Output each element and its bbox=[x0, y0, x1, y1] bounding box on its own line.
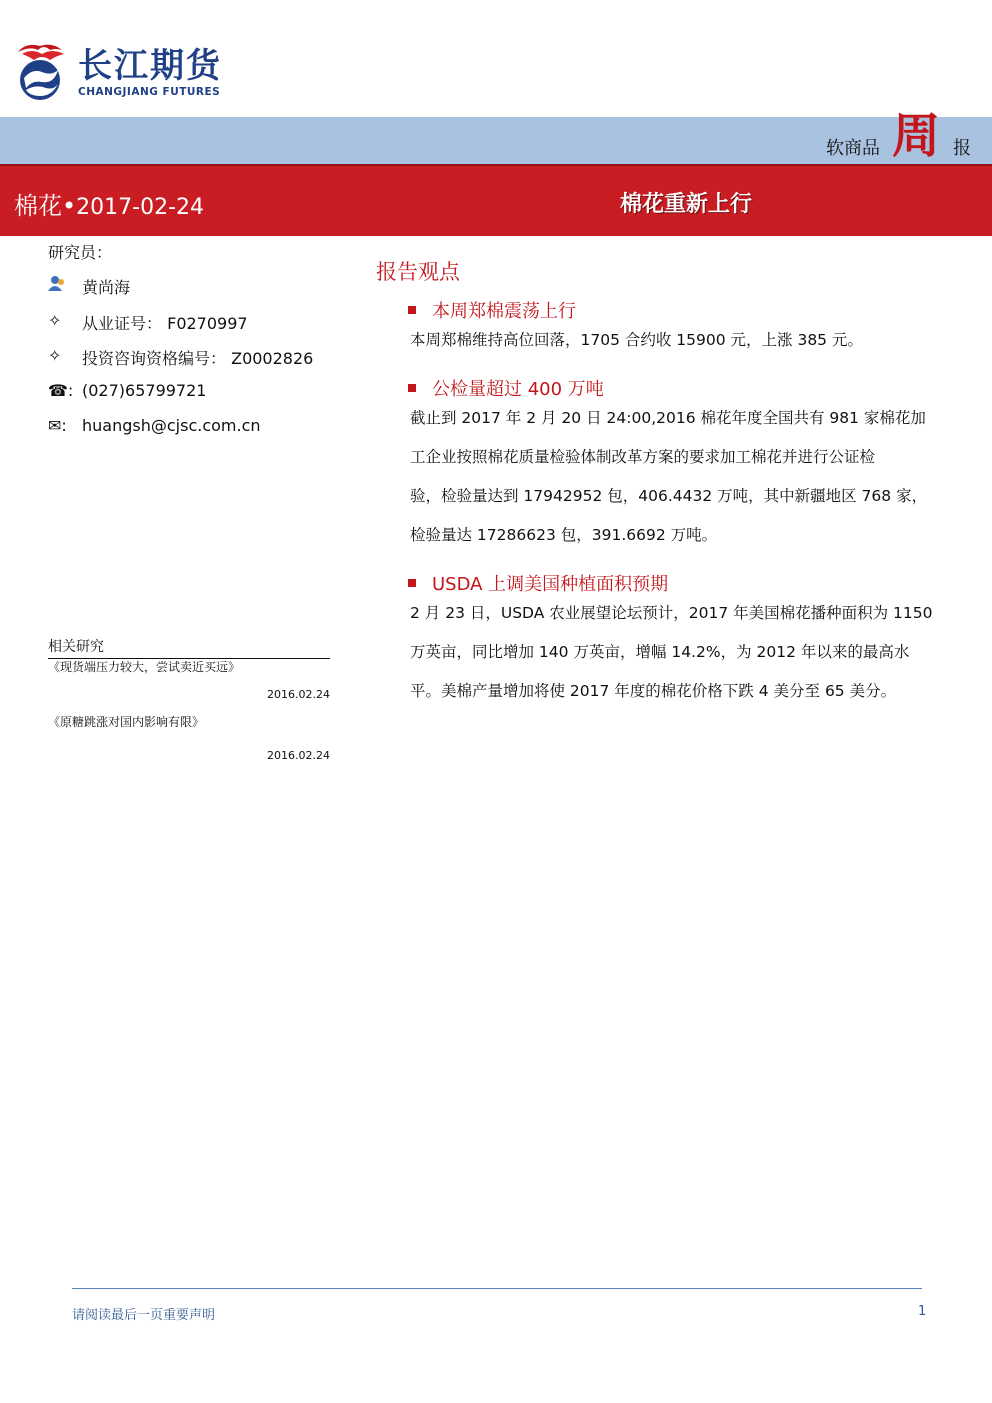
section-title: 本周郑棉震荡上行 bbox=[408, 297, 576, 323]
related-item-title[interactable]: 《原糖跳涨对国内影响有限》 bbox=[48, 715, 205, 729]
square-bullet-icon bbox=[408, 384, 416, 392]
footer-divider bbox=[72, 1288, 922, 1289]
separator: • bbox=[62, 192, 77, 220]
phone-icon: ☎: bbox=[48, 381, 74, 400]
header-divider bbox=[0, 164, 992, 166]
qualification-label: 投资咨询资格编号： bbox=[82, 349, 227, 368]
report-frequency-big: 周 bbox=[892, 108, 941, 164]
section-title: USDA 上调美国种植面积预期 bbox=[408, 570, 668, 596]
section-paragraph: 2 月 23 日，USDA 农业展望论坛预计，2017 年美国棉花播种面积为 1150 万英亩，同比增加 140 万英亩，增幅 14.2%，为 2012 年以来的最高水 平。美棉产量增加将使 2017 年度的棉花价格下跌 4 美分至 65 美分。 bbox=[410, 604, 933, 700]
company-logo-icon bbox=[12, 40, 72, 106]
diamond-icon: ✧ bbox=[48, 311, 62, 330]
related-research-title: 相关研究 bbox=[48, 636, 330, 659]
researcher-name: 黄尚海 bbox=[82, 278, 131, 297]
commodity-date bbox=[14, 186, 204, 221]
report-date: 2017-02-24 bbox=[76, 195, 205, 220]
cert-value: F0270997 bbox=[167, 314, 248, 333]
researcher-label: 研究员： bbox=[48, 243, 113, 262]
logo-english-text: CHANGJIANG FUTURES bbox=[78, 86, 221, 98]
logo-chinese-text: 长江期货 bbox=[78, 46, 222, 86]
phone-number: (027)65799721 bbox=[82, 381, 207, 400]
section-title: 公检量超过 400 万吨 bbox=[408, 375, 604, 401]
related-item-title[interactable]: 《现货端压力较大，尝试卖近买远》 bbox=[48, 660, 241, 674]
report-title: 棉花重新上行 bbox=[620, 192, 753, 217]
person-icon bbox=[48, 275, 70, 295]
commodity-name: 棉花 bbox=[14, 192, 62, 220]
report-category: 软商品 bbox=[826, 138, 880, 159]
footer-notice: 请阅读最后一页重要声明 bbox=[72, 1308, 216, 1323]
related-item-date: 2016.02.24 bbox=[267, 688, 330, 701]
report-viewpoint-heading: 报告观点 bbox=[376, 260, 460, 284]
envelope-icon: ✉: bbox=[48, 416, 67, 435]
report-suffix: 报 bbox=[953, 138, 971, 159]
qualification-value: Z0002826 bbox=[231, 349, 314, 368]
cert-label: 从业证号： bbox=[82, 314, 163, 333]
related-item-date: 2016.02.24 bbox=[267, 749, 330, 762]
company-logo bbox=[12, 40, 252, 110]
square-bullet-icon bbox=[408, 579, 416, 587]
email-address[interactable]: huangsh@cjsc.com.cn bbox=[82, 416, 261, 435]
square-bullet-icon bbox=[408, 306, 416, 314]
diamond-icon: ✧ bbox=[48, 346, 62, 365]
section-paragraph: 本周郑棉维持高位回落，1705 合约收 15900 元，上涨 385 元。 bbox=[410, 331, 863, 349]
section-paragraph: 截止到 2017 年 2 月 20 日 24:00,2016 棉花年度全国共有 981 家棉花加 工企业按照棉花质量检验体制改革方案的要求加工棉花并进行公证检 验，检验量达到 17942952 包，406.4432 万吨，其中新疆地区 768 家， 检验量达 17286623 包，391.6692 万吨。 bbox=[410, 409, 928, 544]
page-number: 1 bbox=[918, 1304, 927, 1319]
